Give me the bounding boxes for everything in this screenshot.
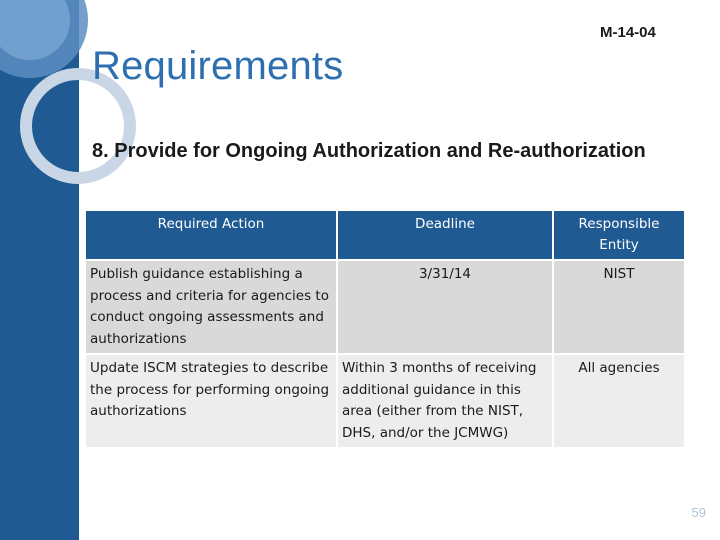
column-header-deadline: Deadline [338,211,552,259]
cell-deadline: Within 3 months of receiving additional guidance in this area (either from the NIST, DHS, and/or the JCMWG) [338,355,552,447]
table-row [86,355,684,447]
cell-responsible-entity: NIST [554,261,684,353]
document-id: M-14-04 [600,24,656,41]
table-row [86,261,684,353]
section-heading: 8. Provide for Ongoing Authorization and Re-authorization [92,140,646,162]
page-number: 59 [691,505,706,520]
decorative-circles [0,0,140,200]
cell-required-action: Update ISCM strategies to describe the process for performing ongoing authorizations [86,355,336,447]
requirements-table [84,209,686,449]
cell-required-action: Publish guidance establishing a process and criteria for agencies to conduct ongoing assessments and authorizations [86,261,336,353]
column-header-required-action: Required Action [86,211,336,259]
cell-deadline: 3/31/14 [338,261,552,353]
table-header-row [86,211,684,259]
cell-responsible-entity: All agencies [554,355,684,447]
page-title: Requirements [92,44,344,88]
column-header-responsible-entity: Responsible Entity [554,211,684,259]
